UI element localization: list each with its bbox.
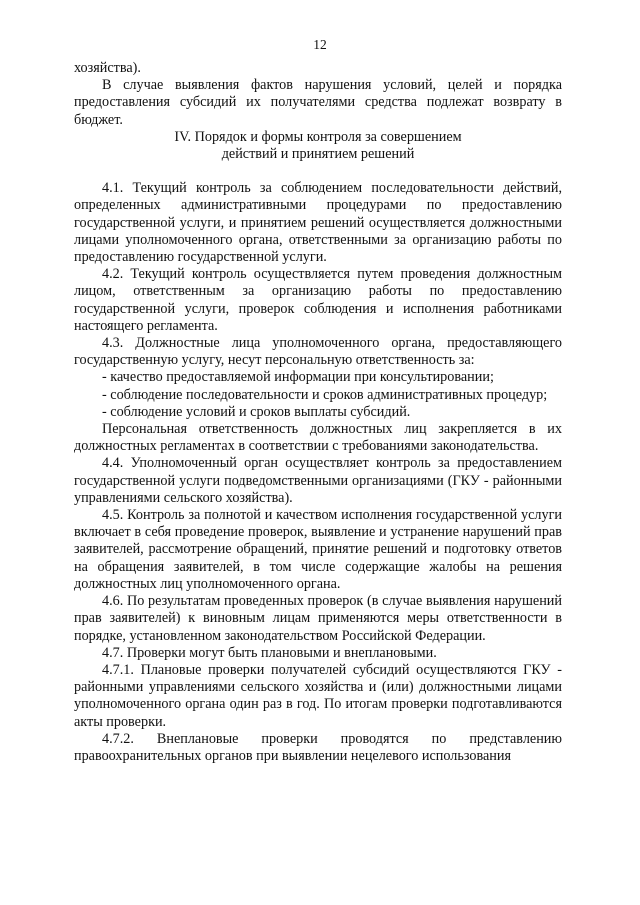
continued-text: хозяйства). (74, 60, 141, 76)
paragraph-4-5: 4.5. Контроль за полнотой и качеством исполнения государственной услуги включает в себя проведение проверок, выявление и устранение нарушений прав заявителей, рассмотрение обращений, принятие решений и подготовку ответов на обращения заявителей, в том числе содержащие жалобы на решения должностных лиц уполномоченного органа. (74, 507, 562, 592)
spacer (74, 163, 562, 180)
paragraph-4-4: 4.4. Уполномоченный орган осуществляет контроль за предоставлением государственной услуги подведомственными организациями (ГКУ - районными управлениями сельского хозяйства). (74, 455, 562, 506)
paragraph-4-3: 4.3. Должностные лица уполномоченного органа, предоставляющего государственную услугу, несут персональную ответственность за: (74, 335, 562, 369)
paragraph-4-2: 4.2. Текущий контроль осуществляется путем проведения должностным лицом, ответственным за организацию работы по предоставлению государственной услуги, проверок соблюдения и исполнения работниками настоящего регламента. (74, 266, 562, 334)
paragraph-4-6: 4.6. По результатам проведенных проверок (в случае выявления нарушений прав заявителей) к виновным лицам применяются меры ответственности в порядке, установленном законодательством Российской Федерации. (74, 593, 562, 644)
list-item: - соблюдение последовательности и сроков административных процедур; (102, 386, 548, 403)
paragraph-4-7-2: 4.7.2. Внеплановые проверки проводятся по представлению правоохранительных органов при выявлении нецелевого использования (74, 730, 562, 764)
list-item: - качество предоставляемой информации при консультировании; (102, 369, 494, 386)
paragraph-refund: В случае выявления фактов нарушения условий, целей и порядка предоставления субсидий их получателями средства подлежат возврату в бюджет. (74, 77, 562, 128)
list-item: - соблюдение условий и сроков выплаты субсидий. (102, 403, 411, 420)
paragraph-4-1: 4.1. Текущий контроль за соблюдением последовательности действий, определенных административными процедурами по предоставлению государственной услуги, и принятием решений осуществляется должностными лицами уполномоченного органа, ответственными за организацию работы по предоставлению государственной услуги. (74, 180, 562, 266)
paragraph-4-7-1: 4.7.1. Плановые проверки получателей субсидий осуществляются ГКУ - районными управлениями сельского хозяйства и (или) должностными лицами уполномоченного органа один раз в год. По итогам проверки подготавливаются акты проверки. (74, 661, 562, 730)
document-body (74, 60, 562, 765)
paragraph-4-7: 4.7. Проверки могут быть плановыми и внеплановыми. (102, 644, 437, 661)
section-heading (74, 129, 562, 163)
paragraph-personal-responsibility: Персональная ответственность должностных лиц закрепляется в их должностных регламентах в соответствии с требованиями законодательства. (74, 421, 562, 455)
page-number: 12 (313, 37, 327, 52)
section-heading-line-2: действий и принятием решений (221, 146, 415, 163)
section-heading-line-1: IV. Порядок и формы контроля за совершением (174, 128, 462, 145)
